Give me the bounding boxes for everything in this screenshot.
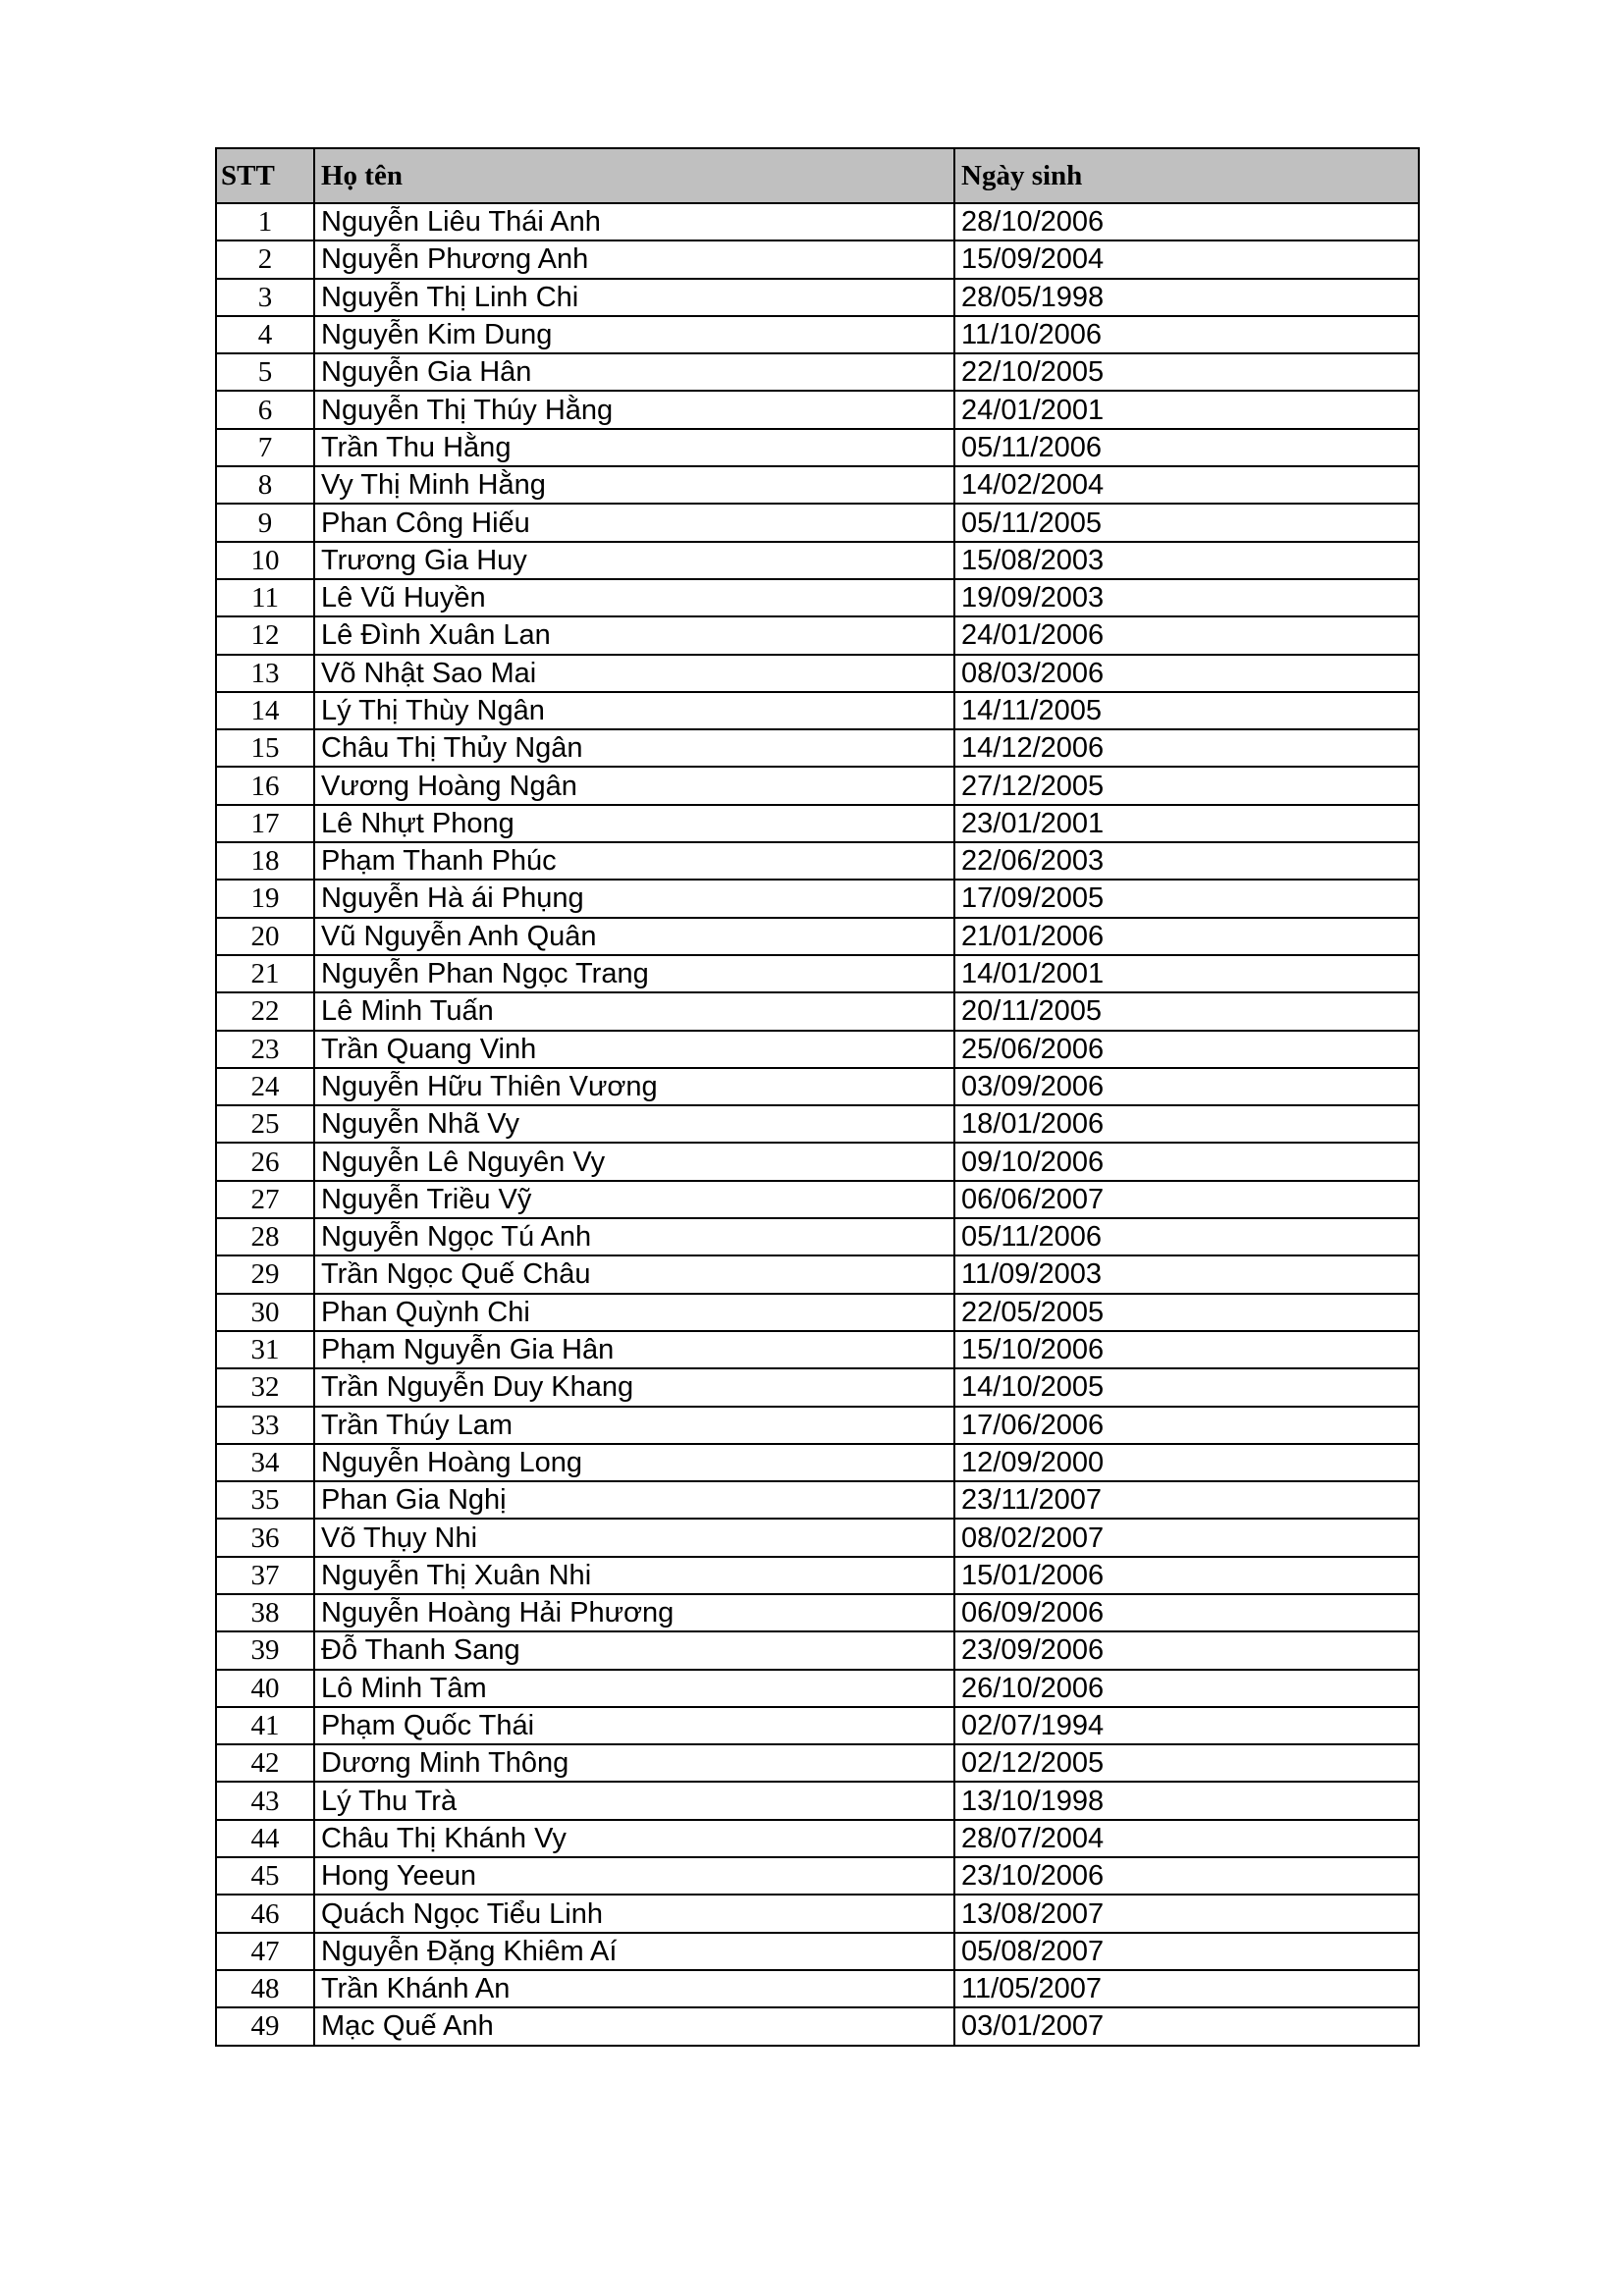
dob-cell: 14/11/2005: [954, 692, 1419, 729]
dob-cell: 14/10/2005: [954, 1368, 1419, 1406]
table-row: [216, 1068, 1419, 1105]
dob-cell: 19/09/2003: [954, 579, 1419, 616]
stt-cell: 33: [216, 1407, 314, 1444]
name-cell: Phạm Thanh Phúc: [314, 842, 954, 880]
stt-cell: 32: [216, 1368, 314, 1406]
name-cell: Phan Gia Nghị: [314, 1481, 954, 1519]
dob-cell: 20/11/2005: [954, 992, 1419, 1030]
dob-cell: 08/02/2007: [954, 1519, 1419, 1556]
name-cell: Lê Nhựt Phong: [314, 805, 954, 842]
name-cell: Lê Minh Tuấn: [314, 992, 954, 1030]
name-cell: Nguyễn Ngọc Tú Anh: [314, 1218, 954, 1255]
dob-cell: 08/03/2006: [954, 655, 1419, 692]
table-row: [216, 1105, 1419, 1143]
name-cell: Hong Yeeun: [314, 1857, 954, 1895]
table-row: [216, 1181, 1419, 1218]
table-row: [216, 1933, 1419, 1970]
dob-cell: 12/09/2000: [954, 1444, 1419, 1481]
dob-cell: 17/09/2005: [954, 880, 1419, 917]
dob-cell: 27/12/2005: [954, 767, 1419, 804]
dob-cell: 05/08/2007: [954, 1933, 1419, 1970]
dob-cell: 13/08/2007: [954, 1895, 1419, 1932]
table-row: [216, 1670, 1419, 1707]
name-cell: Vương Hoàng Ngân: [314, 767, 954, 804]
dob-cell: 06/09/2006: [954, 1594, 1419, 1631]
dob-cell: 23/11/2007: [954, 1481, 1419, 1519]
stt-cell: 49: [216, 2007, 314, 2045]
dob-cell: 23/09/2006: [954, 1631, 1419, 1669]
table-row: [216, 1744, 1419, 1782]
dob-cell: 21/01/2006: [954, 918, 1419, 955]
table-row: [216, 692, 1419, 729]
name-cell: Nguyễn Hoàng Long: [314, 1444, 954, 1481]
dob-cell: 14/01/2001: [954, 955, 1419, 992]
stt-cell: 22: [216, 992, 314, 1030]
name-cell: Phan Quỳnh Chi: [314, 1294, 954, 1331]
dob-cell: 03/01/2007: [954, 2007, 1419, 2045]
header-row: [216, 148, 1419, 203]
name-cell: Nguyễn Gia Hân: [314, 353, 954, 391]
table-row: [216, 429, 1419, 466]
stt-cell: 48: [216, 1970, 314, 2007]
stt-cell: 35: [216, 1481, 314, 1519]
name-cell: Lý Thị Thùy Ngân: [314, 692, 954, 729]
dob-cell: 15/08/2003: [954, 542, 1419, 579]
stt-cell: 18: [216, 842, 314, 880]
dob-cell: 22/05/2005: [954, 1294, 1419, 1331]
name-cell: Trần Quang Vinh: [314, 1031, 954, 1068]
header-dob: Ngày sinh: [954, 148, 1419, 203]
name-cell: Võ Nhật Sao Mai: [314, 655, 954, 692]
table-row: [216, 1143, 1419, 1180]
stt-cell: 7: [216, 429, 314, 466]
table-row: [216, 504, 1419, 541]
name-cell: Nguyễn Đặng Khiêm Aí: [314, 1933, 954, 1970]
stt-cell: 44: [216, 1820, 314, 1857]
dob-cell: 13/10/1998: [954, 1782, 1419, 1819]
dob-cell: 28/10/2006: [954, 203, 1419, 240]
stt-cell: 12: [216, 616, 314, 654]
table-row: [216, 353, 1419, 391]
table-row: [216, 842, 1419, 880]
table-row: [216, 579, 1419, 616]
dob-cell: 25/06/2006: [954, 1031, 1419, 1068]
dob-cell: 15/09/2004: [954, 240, 1419, 278]
dob-cell: 24/01/2006: [954, 616, 1419, 654]
stt-cell: 6: [216, 391, 314, 428]
stt-cell: 45: [216, 1857, 314, 1895]
name-cell: Phan Công Hiếu: [314, 504, 954, 541]
dob-cell: 28/07/2004: [954, 1820, 1419, 1857]
table-row: [216, 1820, 1419, 1857]
stt-cell: 10: [216, 542, 314, 579]
stt-cell: 20: [216, 918, 314, 955]
stt-cell: 40: [216, 1670, 314, 1707]
name-cell: Phạm Nguyễn Gia Hân: [314, 1331, 954, 1368]
dob-cell: 05/11/2005: [954, 504, 1419, 541]
stt-cell: 11: [216, 579, 314, 616]
name-cell: Vy Thị Minh Hằng: [314, 466, 954, 504]
table-row: [216, 1368, 1419, 1406]
stt-cell: 25: [216, 1105, 314, 1143]
dob-cell: 11/10/2006: [954, 316, 1419, 353]
table-row: [216, 1631, 1419, 1669]
dob-cell: 18/01/2006: [954, 1105, 1419, 1143]
name-cell: Trần Thu Hằng: [314, 429, 954, 466]
stt-cell: 21: [216, 955, 314, 992]
stt-cell: 2: [216, 240, 314, 278]
name-cell: Lô Minh Tâm: [314, 1670, 954, 1707]
dob-cell: 11/05/2007: [954, 1970, 1419, 2007]
stt-cell: 5: [216, 353, 314, 391]
dob-cell: 05/11/2006: [954, 1218, 1419, 1255]
name-cell: Trần Nguyễn Duy Khang: [314, 1368, 954, 1406]
table-row: [216, 1594, 1419, 1631]
name-cell: Trần Khánh An: [314, 1970, 954, 2007]
table-row: [216, 729, 1419, 767]
table-row: [216, 466, 1419, 504]
name-cell: Nguyễn Liêu Thái Anh: [314, 203, 954, 240]
stt-cell: 3: [216, 279, 314, 316]
stt-cell: 34: [216, 1444, 314, 1481]
table-row: [216, 1782, 1419, 1819]
name-cell: Trương Gia Huy: [314, 542, 954, 579]
name-cell: Châu Thị Khánh Vy: [314, 1820, 954, 1857]
name-cell: Nguyễn Thị Xuân Nhi: [314, 1557, 954, 1594]
name-cell: Châu Thị Thủy Ngân: [314, 729, 954, 767]
stt-cell: 36: [216, 1519, 314, 1556]
name-cell: Lê Đình Xuân Lan: [314, 616, 954, 654]
name-cell: Dương Minh Thông: [314, 1744, 954, 1782]
dob-cell: 22/06/2003: [954, 842, 1419, 880]
table-row: [216, 240, 1419, 278]
stt-cell: 16: [216, 767, 314, 804]
name-cell: Đỗ Thanh Sang: [314, 1631, 954, 1669]
name-cell: Phạm Quốc Thái: [314, 1707, 954, 1744]
name-cell: Nguyễn Hoàng Hải Phương: [314, 1594, 954, 1631]
table-row: [216, 1444, 1419, 1481]
stt-cell: 14: [216, 692, 314, 729]
name-cell: Nguyễn Phương Anh: [314, 240, 954, 278]
name-cell: Vũ Nguyễn Anh Quân: [314, 918, 954, 955]
stt-cell: 46: [216, 1895, 314, 1932]
stt-cell: 9: [216, 504, 314, 541]
stt-cell: 23: [216, 1031, 314, 1068]
dob-cell: 23/01/2001: [954, 805, 1419, 842]
dob-cell: 14/02/2004: [954, 466, 1419, 504]
table-row: [216, 616, 1419, 654]
table-row: [216, 1407, 1419, 1444]
table-row: [216, 1557, 1419, 1594]
dob-cell: 14/12/2006: [954, 729, 1419, 767]
stt-cell: 30: [216, 1294, 314, 1331]
name-cell: Mạc Quế Anh: [314, 2007, 954, 2045]
name-cell: Trần Ngọc Quế Châu: [314, 1255, 954, 1293]
stt-cell: 28: [216, 1218, 314, 1255]
dob-cell: 26/10/2006: [954, 1670, 1419, 1707]
table-row: [216, 1519, 1419, 1556]
table-row: [216, 955, 1419, 992]
stt-cell: 29: [216, 1255, 314, 1293]
table-row: [216, 880, 1419, 917]
table-row: [216, 1481, 1419, 1519]
name-cell: Trần Thúy Lam: [314, 1407, 954, 1444]
stt-cell: 37: [216, 1557, 314, 1594]
dob-cell: 28/05/1998: [954, 279, 1419, 316]
name-cell: Nguyễn Thị Thúy Hằng: [314, 391, 954, 428]
dob-cell: 15/01/2006: [954, 1557, 1419, 1594]
name-cell: Nguyễn Hà ái Phụng: [314, 880, 954, 917]
dob-cell: 02/07/1994: [954, 1707, 1419, 1744]
dob-cell: 15/10/2006: [954, 1331, 1419, 1368]
table-row: [216, 1255, 1419, 1293]
name-cell: Võ Thụy Nhi: [314, 1519, 954, 1556]
stt-cell: 26: [216, 1143, 314, 1180]
dob-cell: 03/09/2006: [954, 1068, 1419, 1105]
stt-cell: 41: [216, 1707, 314, 1744]
dob-cell: 22/10/2005: [954, 353, 1419, 391]
dob-cell: 02/12/2005: [954, 1744, 1419, 1782]
dob-cell: 17/06/2006: [954, 1407, 1419, 1444]
header-name: Họ tên: [314, 148, 954, 203]
stt-cell: 42: [216, 1744, 314, 1782]
table-row: [216, 2007, 1419, 2045]
name-cell: Nguyễn Kim Dung: [314, 316, 954, 353]
dob-cell: 23/10/2006: [954, 1857, 1419, 1895]
stt-cell: 1: [216, 203, 314, 240]
stt-cell: 8: [216, 466, 314, 504]
name-cell: Nguyễn Nhã Vy: [314, 1105, 954, 1143]
name-cell: Nguyễn Lê Nguyên Vy: [314, 1143, 954, 1180]
table-row: [216, 203, 1419, 240]
stt-cell: 38: [216, 1594, 314, 1631]
stt-cell: 15: [216, 729, 314, 767]
student-table: [215, 147, 1420, 2047]
table-row: [216, 1895, 1419, 1932]
stt-cell: 43: [216, 1782, 314, 1819]
table-row: [216, 316, 1419, 353]
table-body: [216, 203, 1419, 2046]
name-cell: Lý Thu Trà: [314, 1782, 954, 1819]
table-row: [216, 1218, 1419, 1255]
dob-cell: 09/10/2006: [954, 1143, 1419, 1180]
table-row: [216, 1331, 1419, 1368]
name-cell: Lê Vũ Huyền: [314, 579, 954, 616]
table-row: [216, 1294, 1419, 1331]
dob-cell: 06/06/2007: [954, 1181, 1419, 1218]
table-row: [216, 1970, 1419, 2007]
header-stt: STT: [216, 148, 314, 203]
table-row: [216, 1031, 1419, 1068]
name-cell: Quách Ngọc Tiểu Linh: [314, 1895, 954, 1932]
dob-cell: 11/09/2003: [954, 1255, 1419, 1293]
table-row: [216, 279, 1419, 316]
table-row: [216, 767, 1419, 804]
stt-cell: 4: [216, 316, 314, 353]
stt-cell: 47: [216, 1933, 314, 1970]
stt-cell: 19: [216, 880, 314, 917]
stt-cell: 39: [216, 1631, 314, 1669]
dob-cell: 05/11/2006: [954, 429, 1419, 466]
table-row: [216, 655, 1419, 692]
table-row: [216, 391, 1419, 428]
name-cell: Nguyễn Thị Linh Chi: [314, 279, 954, 316]
table-row: [216, 1857, 1419, 1895]
name-cell: Nguyễn Phan Ngọc Trang: [314, 955, 954, 992]
stt-cell: 13: [216, 655, 314, 692]
table-row: [216, 918, 1419, 955]
dob-cell: 24/01/2001: [954, 391, 1419, 428]
stt-cell: 24: [216, 1068, 314, 1105]
table-row: [216, 992, 1419, 1030]
stt-cell: 31: [216, 1331, 314, 1368]
stt-cell: 27: [216, 1181, 314, 1218]
table-row: [216, 542, 1419, 579]
name-cell: Nguyễn Triều Vỹ: [314, 1181, 954, 1218]
table-row: [216, 1707, 1419, 1744]
name-cell: Nguyễn Hữu Thiên Vương: [314, 1068, 954, 1105]
stt-cell: 17: [216, 805, 314, 842]
table-row: [216, 805, 1419, 842]
